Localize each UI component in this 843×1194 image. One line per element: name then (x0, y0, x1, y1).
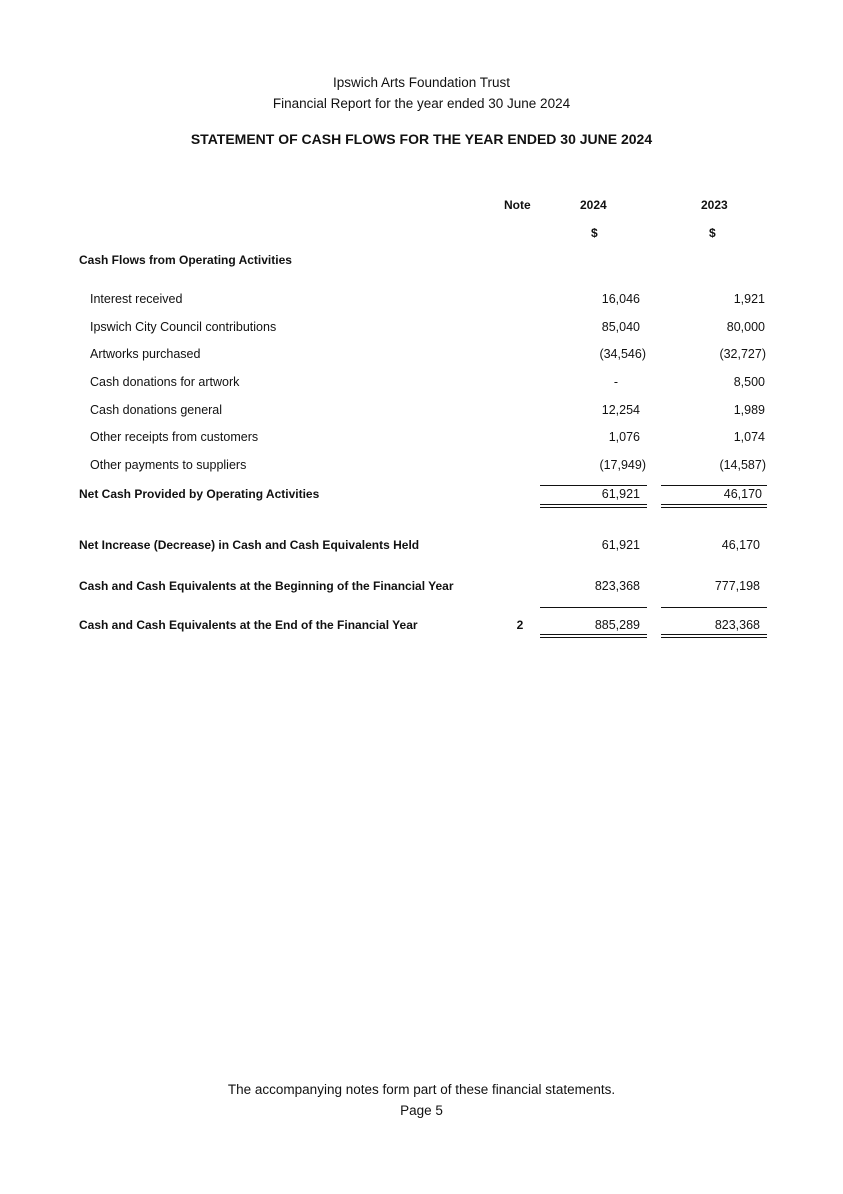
total-row (0, 487, 843, 505)
value-2023: (32,727) (719, 347, 766, 361)
year-2024-header: 2024 (580, 198, 607, 212)
net-increase-2024: 61,921 (601, 538, 640, 552)
value-2024: (34,546) (599, 347, 646, 361)
currency-2023-header: $ (709, 226, 716, 240)
table-row (0, 320, 843, 338)
value-2023: 1,989 (733, 403, 765, 417)
table-row (0, 458, 843, 476)
note-column-header: Note (504, 198, 531, 212)
table-row (0, 347, 843, 365)
table-row (0, 430, 843, 448)
beginning-balance-2023: 777,198 (714, 579, 760, 593)
beginning-balance-label: Cash and Cash Equivalents at the Beginning of the Financial Year (79, 579, 454, 593)
row-label: Cash donations general (90, 403, 223, 417)
row-label: Interest received (90, 292, 183, 306)
value-2023: (14,587) (719, 458, 766, 472)
end-double-rule-2023-b (661, 637, 767, 638)
value-2023: 1,921 (733, 292, 765, 306)
end-rule-2024 (540, 607, 647, 608)
net-increase-label: Net Increase (Decrease) in Cash and Cash Equivalents Held (79, 538, 420, 552)
org-name: Ipswich Arts Foundation Trust (332, 75, 511, 90)
currency-2024-header: $ (591, 226, 598, 240)
end-double-rule-2024-b (540, 637, 647, 638)
double-rule-2024-b (540, 507, 647, 508)
table-row (0, 403, 843, 421)
row-label: Other payments to suppliers (90, 458, 247, 472)
total-2024: 61,921 (601, 487, 640, 501)
page-number: Page 5 (400, 1103, 443, 1118)
value-2024: 1,076 (608, 430, 640, 444)
value-2023: 80,000 (726, 320, 765, 334)
operating-activities-heading: Cash Flows from Operating Activities (79, 253, 292, 267)
statement-title: STATEMENT OF CASH FLOWS FOR THE YEAR ENDED 30 JUNE 2024 (190, 131, 653, 147)
value-2024: 85,040 (601, 320, 640, 334)
value-2024: - (613, 375, 618, 389)
year-2023-header: 2023 (701, 198, 728, 212)
value-2024: 16,046 (601, 292, 640, 306)
row-label: Other receipts from customers (90, 430, 259, 444)
value-2024: (17,949) (599, 458, 646, 472)
report-title: Financial Report for the year ended 30 June 2024 (272, 96, 571, 111)
double-rule-2023-b (661, 507, 767, 508)
footer-notes: The accompanying notes form part of these financial statements. (227, 1082, 616, 1097)
net-increase-2023: 46,170 (721, 538, 760, 552)
end-double-rule-2024-a (540, 634, 647, 635)
net-increase-row (0, 538, 843, 556)
total-label: Net Cash Provided by Operating Activities (79, 487, 320, 501)
value-2023: 1,074 (733, 430, 765, 444)
beginning-balance-row (0, 579, 843, 597)
double-rule-2024-a (540, 504, 647, 505)
total-2023: 46,170 (723, 487, 762, 501)
value-2023: 8,500 (733, 375, 765, 389)
ending-balance-label: Cash and Cash Equivalents at the End of the Financial Year (79, 618, 418, 632)
subtotal-rule-2023 (661, 485, 767, 486)
beginning-balance-2024: 823,368 (594, 579, 640, 593)
table-row (0, 292, 843, 310)
end-rule-2023 (661, 607, 767, 608)
ending-balance-note: 2 (516, 618, 524, 632)
row-label: Artworks purchased (90, 347, 201, 361)
row-label: Ipswich City Council contributions (90, 320, 277, 334)
double-rule-2023-a (661, 504, 767, 505)
subtotal-rule-2024 (540, 485, 647, 486)
ending-balance-2024: 885,289 (594, 618, 640, 632)
table-row (0, 375, 843, 393)
row-label: Cash donations for artwork (90, 375, 240, 389)
ending-balance-2023: 823,368 (714, 618, 760, 632)
end-double-rule-2023-a (661, 634, 767, 635)
value-2024: 12,254 (601, 403, 640, 417)
